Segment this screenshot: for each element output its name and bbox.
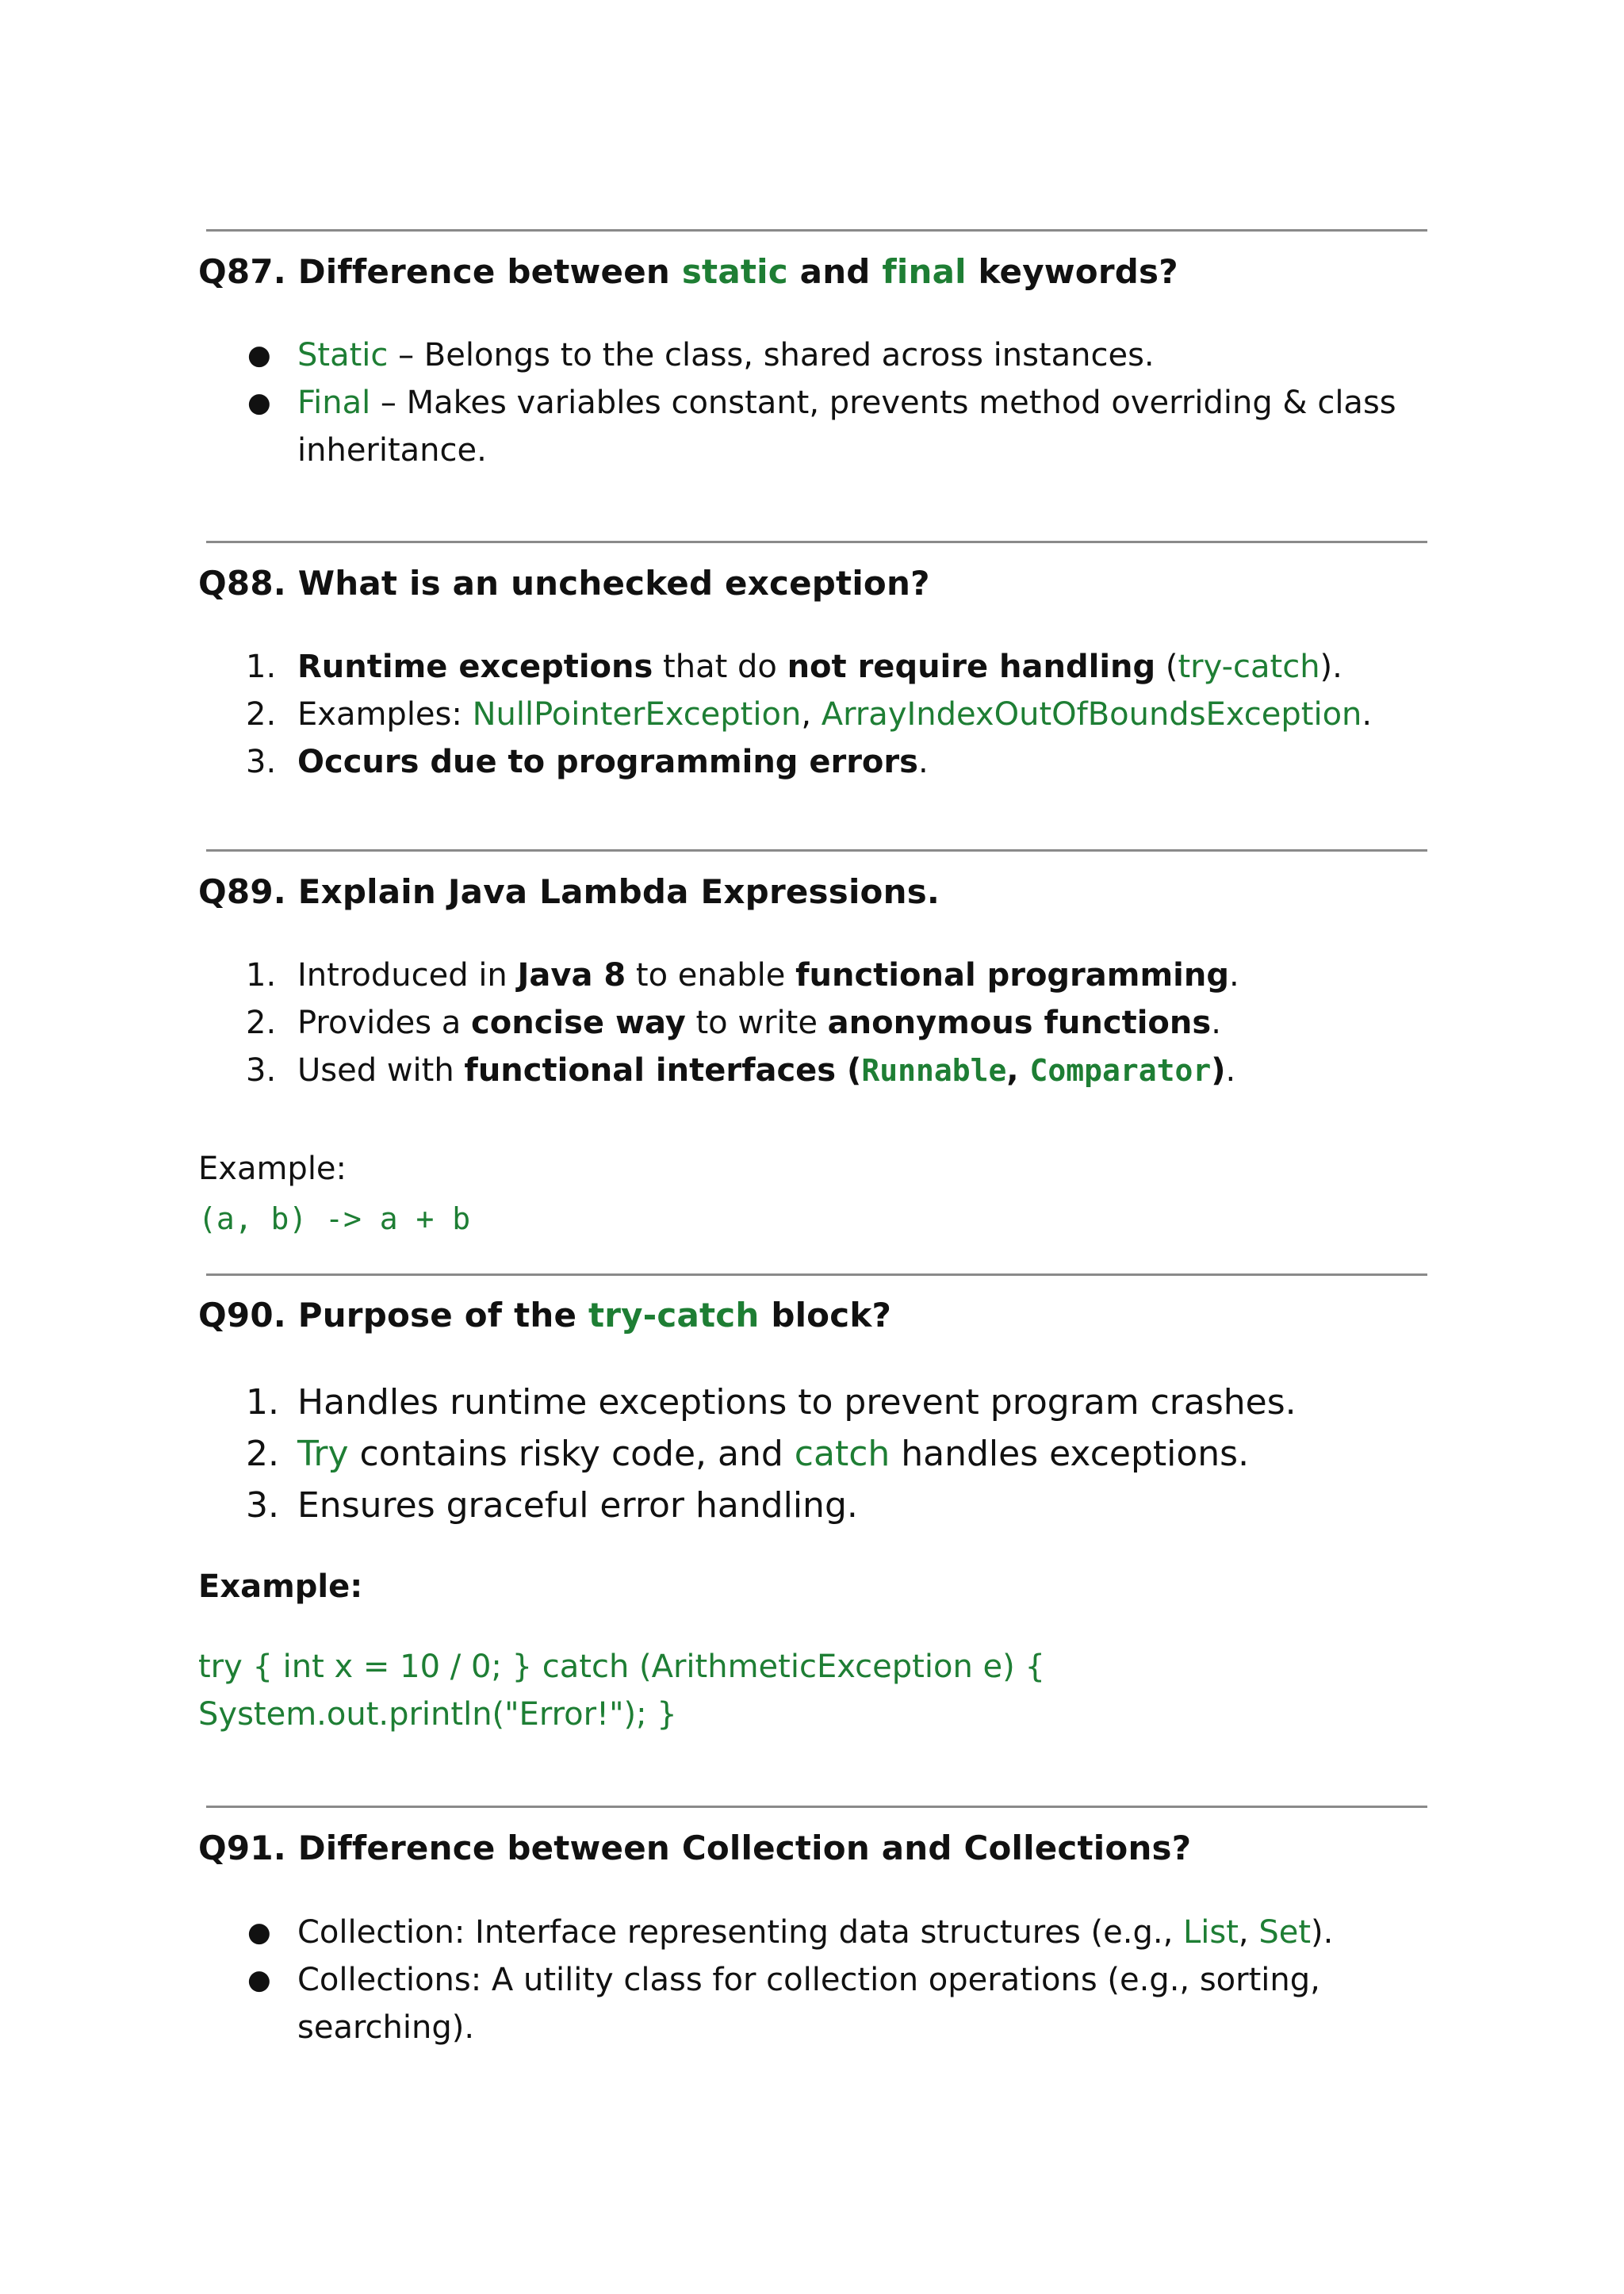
list-item: 2. Try contains risky code, and catch handles exceptions.: [246, 1434, 1250, 1474]
q90-example-label: Example:: [198, 1568, 363, 1605]
q91-title: Q91. Difference between Collection and Collections?: [198, 1829, 1192, 1867]
q91-list: [198, 1909, 1435, 2051]
q88-title: Q88. What is an unchecked exception?: [198, 564, 930, 603]
q88-list: [198, 643, 1435, 786]
list-item: ● Collection: Interface representing data structures (e.g., List, Set).: [247, 1914, 1334, 1951]
q89-example-code: (a, b) -> a + b: [198, 1201, 471, 1236]
section-divider: [206, 849, 1427, 852]
section-divider: [206, 541, 1427, 543]
q89-example-label: Example:: [198, 1151, 347, 1187]
list-item: ● Static – Belongs to the class, shared across instances.: [247, 337, 1155, 373]
list-item: 1. Handles runtime exceptions to prevent program crashes.: [246, 1382, 1297, 1423]
section-divider: [206, 229, 1427, 232]
list-item: ● Collections: A utility class for collection operations (e.g., sorting, searching).: [247, 1962, 1320, 2046]
list-item: ● Final – Makes variables constant, prevents method overriding & class inheritance.: [247, 385, 1396, 469]
q87-title: Q87. Difference between static and final keywords?: [198, 252, 1178, 291]
list-item: 3. Used with functional interfaces (Runnable, Comparator).: [246, 1052, 1236, 1089]
q90-list: [198, 1377, 1435, 1531]
q90-code-line-1: try { int x = 10 / 0; } catch (ArithmeticException e) {: [198, 1649, 1045, 1685]
section-divider: [206, 1273, 1427, 1276]
q89-title: Q89. Explain Java Lambda Expressions.: [198, 872, 940, 911]
q87-list: [198, 331, 1435, 474]
list-item: 1. Runtime exceptions that do not require handling (try-catch).: [246, 649, 1342, 685]
list-item: 2. Examples: NullPointerException, ArrayIndexOutOfBoundsException.: [246, 696, 1373, 733]
list-item: 3. Ensures graceful error handling.: [246, 1485, 858, 1526]
q90-code-line-2: System.out.println("Error!"); }: [198, 1696, 677, 1733]
list-item: 1. Introduced in Java 8 to enable functional programming.: [246, 957, 1239, 994]
q90-title: Q90. Purpose of the try-catch block?: [198, 1296, 892, 1335]
section-divider: [206, 1806, 1427, 1808]
list-item: 3. Occurs due to programming errors.: [246, 744, 929, 780]
q89-list: [198, 952, 1435, 1094]
list-item: 2. Provides a concise way to write anonymous functions.: [246, 1005, 1221, 1041]
